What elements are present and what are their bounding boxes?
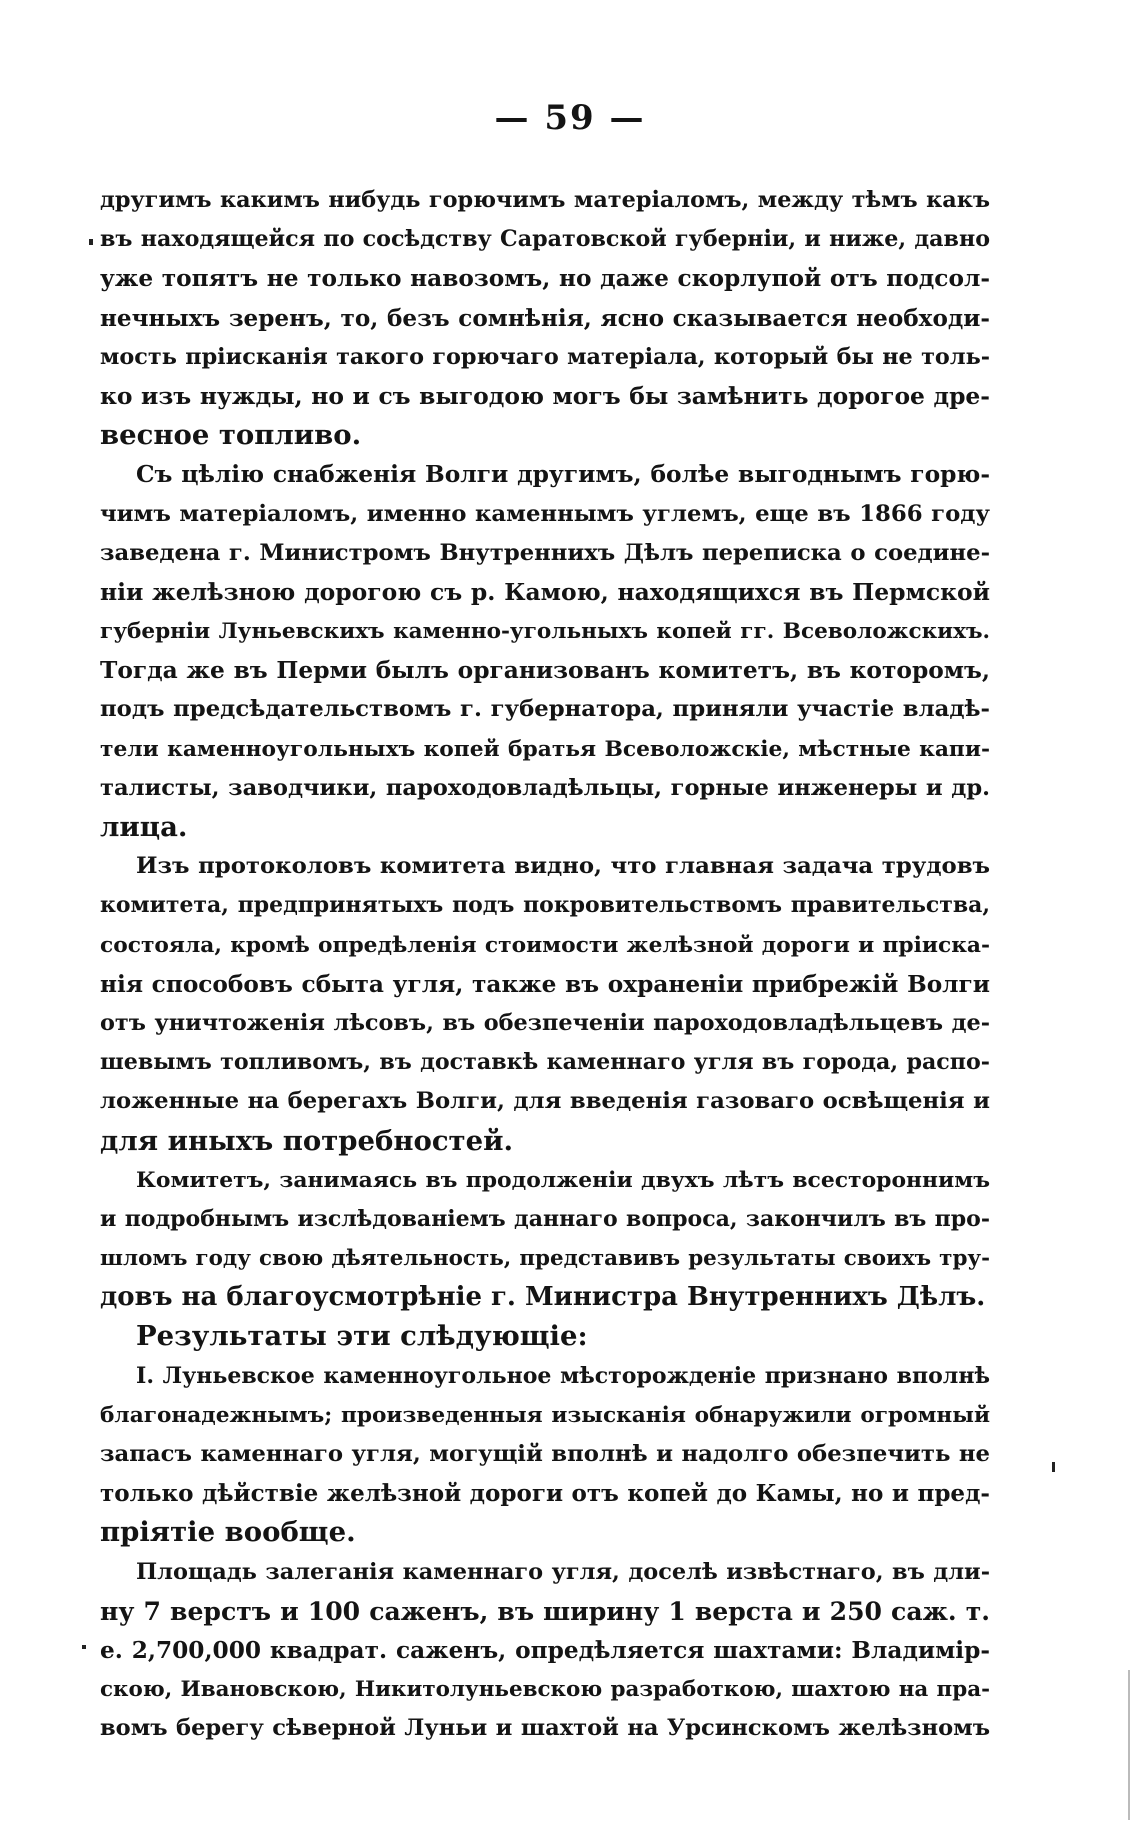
text-line: скою, Ивановскою, Никитолуньевскою разработкою, шахтою на пра- [100,1677,990,1703]
text-line: ніи желѣзною дорогою съ р. Камою, находящихся въ Пермской [100,577,990,606]
text-line: Комитетъ, занимаясь въ продолженіи двухъ лѣтъ всестороннимъ [136,1166,990,1193]
text-line: Изъ протоколовъ комитета видно, что главная задача трудовъ [136,853,990,880]
text-line: другимъ какимъ нибудь горючимъ матеріаломъ, между тѣмъ какъ [100,187,990,213]
text-line: чимъ матеріаломъ, именно каменнымъ углемъ, еще въ 1866 году [100,500,990,527]
text-line: Результаты эти слѣдующіе: [136,1320,588,1353]
text-line: губерніи Луньевскихъ каменно-угольныхъ копей гг. Всеволожскихъ. [100,619,990,645]
text-line: для иныхъ потребностей. [100,1124,514,1157]
text-line: благонадежнымъ; произведенныя изысканія обнаружили огромный [100,1402,990,1428]
text-line: Тогда же въ Перми былъ организованъ комитетъ, въ которомъ, [100,657,990,685]
text-line: шевымъ топливомъ, въ доставкѣ каменнаго угля въ города, распо- [100,1049,990,1076]
text-line: I. Луньевское каменноугольное мѣсторожденіе признано вполнѣ [136,1362,990,1389]
text-line: нія способовъ сбыта угля, также въ охраненіи прибрежій Волги [100,970,990,998]
text-line: нечныхъ зеренъ, то, безъ сомнѣнія, ясно сказывается необходи- [100,304,990,332]
scan-speck [89,239,93,245]
scan-edge-line [1128,1670,1130,1820]
text-line: заведена г. Министромъ Внутреннихъ Дѣлъ переписка о соедине- [100,539,990,566]
text-line: шломъ году свою дѣятельность, представивъ результаты своихъ тру- [100,1246,990,1272]
text-line: ложенные на берегахъ Волги, для введенія газоваго освѣщенія и [100,1088,990,1115]
text-line: лица. [100,811,188,843]
text-line: вомъ берегу сѣверной Луньи и шахтой на Урсинскомъ желѣзномъ [100,1715,990,1742]
text-line: тели каменноугольныхъ копей братья Всеволожскіе, мѣстные капи- [100,736,990,762]
body-text [100,181,990,1749]
text-line: запасъ каменнаго угля, могущій вполнѣ и надолго обезпечить не [100,1441,990,1467]
text-line: отъ уничтоженія лѣсовъ, въ обезпеченіи пароходовладѣльцевъ де- [100,1009,990,1036]
text-line: пріятіе вообще. [100,1516,356,1549]
text-line: комитета, предпринятыхъ подъ покровительствомъ правительства, [100,892,990,919]
text-line: уже топятъ не только навозомъ, но даже скорлупой отъ подсол- [100,265,990,293]
text-line: подъ предсѣдательствомъ г. губернатора, приняли участіе владѣ- [100,696,990,723]
text-line: состояла, кромѣ опредѣленія стоимости желѣзной дороги и пріиска- [100,932,990,958]
page-number: — 59 — [494,98,646,138]
text-line: талисты, заводчики, пароходовладѣльцы, горные инженеры и др. [100,774,990,801]
text-line: Съ цѣлію снабженія Волги другимъ, болѣе выгоднымъ горю- [136,461,990,489]
text-line: довъ на благоусмотрѣніе г. Министра Внутреннихъ Дѣлъ. [100,1282,986,1313]
text-line: въ находящейся по сосѣдству Саратовской губерніи, и ниже, давно [100,226,990,253]
text-line: только дѣйствіе желѣзной дороги отъ копей до Камы, но и пред- [100,1480,990,1508]
text-line: ну 7 верстъ и 100 саженъ, въ ширину 1 верста и 250 саж. т. [100,1595,990,1626]
text-line: весное топливо. [100,419,362,452]
scan-speck [1052,1462,1055,1472]
text-line: ко изъ нужды, но и съ выгодою могъ бы замѣнить дорогое дре- [100,381,990,410]
text-line: мость пріисканія такого горючаго матеріала, который бы не толь- [100,343,990,370]
text-line: Площадь залеганія каменнаго угля, доселѣ извѣстнаго, въ дли- [136,1558,990,1585]
text-line: и подробнымъ изслѣдованіемъ даннаго вопроса, закончилъ въ про- [100,1205,990,1232]
text-line: е. 2,700,000 квадрат. саженъ, опредѣляется шахтами: Владимір- [100,1636,990,1664]
scan-speck [82,1645,86,1649]
